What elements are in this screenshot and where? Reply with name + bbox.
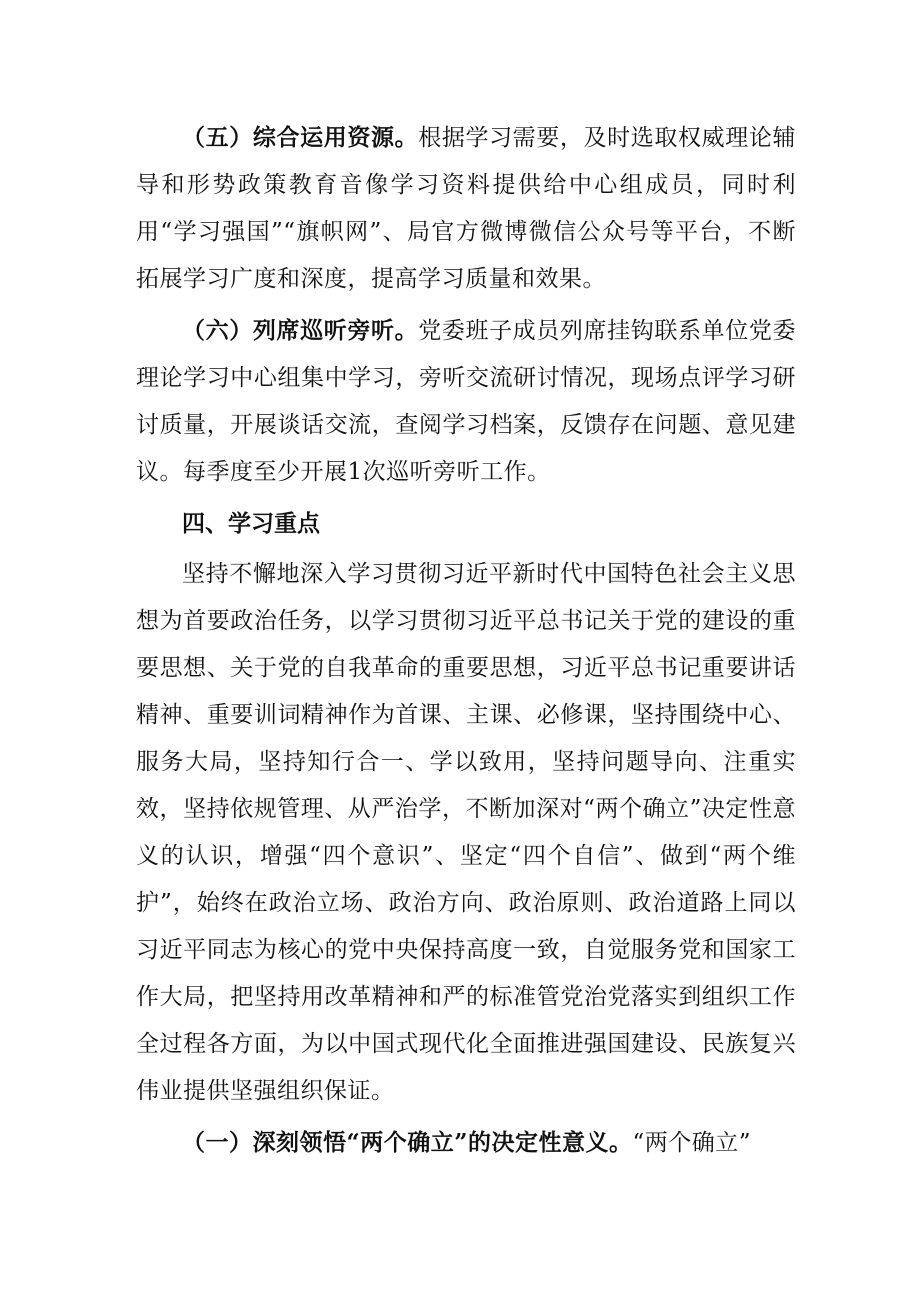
subsection-1-body: “两个确立” bbox=[632, 1130, 751, 1156]
section-5-lead: （五）综合运用资源。 bbox=[182, 124, 419, 151]
section-6-body: 党委班子成员列席挂钩联系单位党委理论学习中心组集中学习，旁听交流研讨情况，现场点评学习研讨质量，开展谈话交流，查阅学习档案，反馈存在问题、意见建议。每季度至少开展1次巡听旁听工作。 bbox=[136, 318, 797, 485]
section-5-body: 根据学习需要，及时选取权威理论辅导和形势政策教育音像学习资料提供给中心组成员，同时利用“学习强国”“旗帜网”、局官方微博微信公众号等平台，不断拓展学习广度和深度，提高学习质量和效果。 bbox=[136, 125, 797, 292]
section-6-paragraph bbox=[136, 307, 796, 496]
section-heading: 四、学习重点 bbox=[182, 510, 320, 537]
subsection-1-paragraph bbox=[136, 1119, 796, 1167]
main-paragraph: 坚持不懈地深入学习贯彻习近平新时代中国特色社会主义思想为首要政治任务，以学习贯彻习近平总书记关于党的建设的重要思想、关于党的自我革命的重要思想，习近平总书记重要讲话精神、重要训词精神作为首课、主课、必修课，坚持围绕中心、服务大局，坚持知行合一、学以致用，坚持问题导向、注重实效，坚持依规管理、从严治学，不断加深对“两个确立”决定性意义的认识，增强“四个意识”、坚定“四个自信”、做到“两个维护”，始终在政治立场、政治方向、政治原则、政治道路上同以习近平同志为核心的党中央保持高度一致，自觉服务党和国家工作大局，把坚持用改革精神和严的标准管党治党落实到组织工作全过程各方面，为以中国式现代化全面推进强国建设、民族复兴伟业提供坚强组织保证。 bbox=[136, 561, 796, 1104]
document-page bbox=[136, 114, 796, 1167]
subsection-1-lead: （一）深刻领悟“两个确立”的决定性意义。 bbox=[182, 1129, 633, 1156]
section-5-paragraph bbox=[136, 114, 796, 303]
section-6-lead: （六）列席巡听旁听。 bbox=[182, 317, 419, 344]
